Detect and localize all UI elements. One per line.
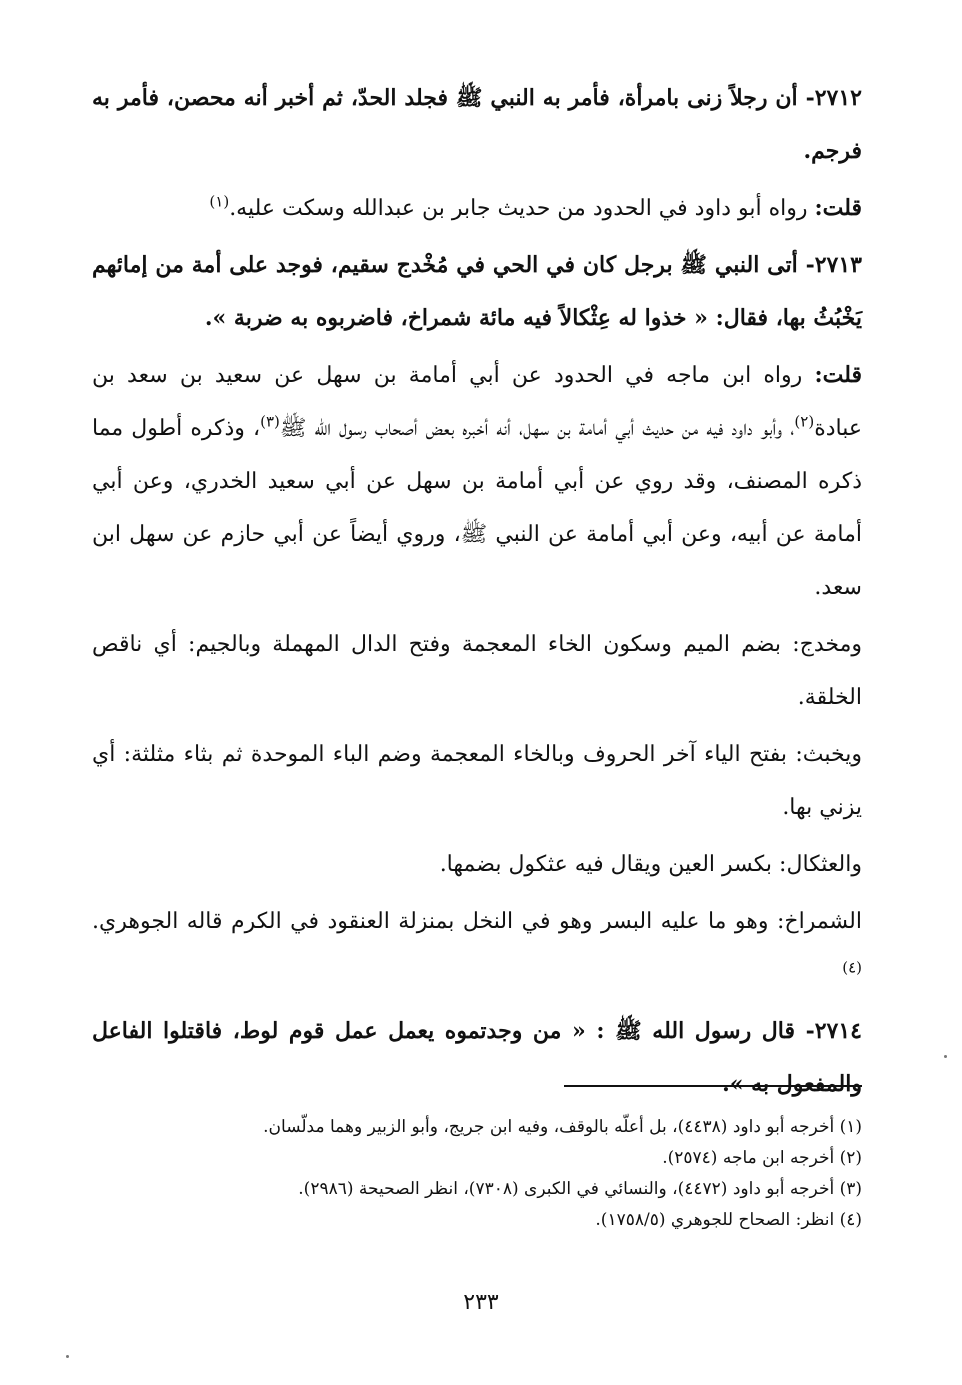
- glossary-term: ويخبث:: [795, 742, 862, 767]
- hadith-text: - قال رسول الله ﷺ : « من وجدتموه يعمل عمل قوم لوط، فاقتلوا الفاعل والمفعول به ».: [92, 1018, 862, 1097]
- page-number: ٢٣٣: [463, 1290, 499, 1315]
- commentary-text: ، وأبو داود فيه من حديث أبي أمامة بن سهل، أنه أخبره بعض أصحاب رسول الله ﷺ: [279, 416, 795, 441]
- main-text: [92, 72, 862, 1115]
- hadith-2714: [92, 1005, 862, 1111]
- commentary-2712: [92, 182, 862, 235]
- footnote-4: (٤) انظر: الصحاح للجوهري (١٧٥٨/٥).: [595, 1210, 862, 1230]
- footnotes: [190, 1112, 862, 1236]
- footnote-2: (٢) أخرجه ابن ماجه (٢٥٧٤).: [662, 1148, 862, 1168]
- commentary-text: رواه ابن ماجه في الحدود عن أبي أمامة بن سهل عن سعيد بن سعد بن عبادة: [92, 363, 862, 441]
- glossary-definition: وهو ما عليه البسر وهو في النخل بمنزلة العنقود في الكرم قاله الجوهري.: [92, 909, 777, 934]
- footnote-3: (٣) أخرجه أبو داود (٤٤٧٢)، والنسائي في الكبرى (٧٣٠٨)، انظر الصحيحة (٢٩٨٦).: [298, 1179, 862, 1199]
- glossary-definition: بضم الميم وسكون الخاء المعجمة وفتح الدال المهملة وبالجيم: أي ناقص الخلقة.: [92, 632, 862, 710]
- footnote-ref[interactable]: (٢): [794, 412, 815, 431]
- hadith-text: - أن رجلاً زنى بامرأة، فأمر به النبي ﷺ فجلد الحدّ، ثم أخبر أنه محصن، فأمر به فرجم.: [92, 85, 862, 164]
- hadith-number: ٢٧١٤: [814, 1018, 862, 1044]
- hadith-number: ٢٧١٣: [814, 252, 862, 278]
- glossary-entry-yakhbuth: [92, 728, 862, 834]
- scan-speck: [66, 1355, 69, 1358]
- hadith-2712: [92, 72, 862, 178]
- commentary-text: رواه أبو داود في الحدود من حديث جابر بن عبدالله وسكت عليه.: [229, 196, 815, 221]
- glossary-definition: بكسر العين ويقال فيه عثكول بضمها.: [439, 852, 780, 877]
- commentary-text: ، وذكره أطول مما ذكره المصنف، وقد روي عن أبي أمامة بن سهل عن أبي سعيد الخدري، وعن أبي أمامة عن أبيه، وعن أبي أمامة عن النبي ﷺ، وروي أيضاً عن أبي حازم عن سهل ابن سعد.: [92, 416, 862, 600]
- commentary-2713: [92, 349, 862, 614]
- commentary-label: قلت:: [814, 195, 862, 221]
- glossary-term: والعثكال:: [779, 852, 862, 877]
- commentary-label: قلت:: [814, 362, 862, 388]
- glossary-entry-ithkal: [92, 838, 862, 891]
- footnote-ref[interactable]: (١): [209, 192, 230, 211]
- glossary-term: الشمراخ:: [776, 909, 862, 934]
- glossary-term: ومخدج:: [792, 632, 862, 657]
- footnote-1: (١) أخرجه أبو داود (٤٤٣٨)، بل أعلّه بالوقف، وفيه ابن جريج، وأبو الزبير وهما مدلّسان.: [263, 1117, 862, 1137]
- hadith-number: ٢٧١٢: [814, 85, 862, 111]
- glossary-entry-shimrakh: [92, 895, 862, 1001]
- glossary-entry-mukhdaj: [92, 618, 862, 724]
- footnote-ref[interactable]: (٤): [842, 958, 862, 977]
- scan-speck: [944, 1055, 947, 1058]
- hadith-text: - أتى النبي ﷺ برجل كان في الحي في مُخْدج سقيم، فوجد على أمة من إمائهم يَخْبُثُ بها، فقال: « خذوا له عِثْكالاً فيه مائة شمراخ، فاضربوه به ضربة ».: [92, 252, 862, 331]
- glossary-definition: بفتح الياء آخر الحروف وبالخاء المعجمة وضم الباء الموحدة ثم بثاء مثلثة: أي يزني بها.: [92, 742, 862, 820]
- footnote-separator: [564, 1085, 862, 1087]
- hadith-2713: [92, 239, 862, 345]
- footnote-ref[interactable]: (٣): [260, 412, 280, 431]
